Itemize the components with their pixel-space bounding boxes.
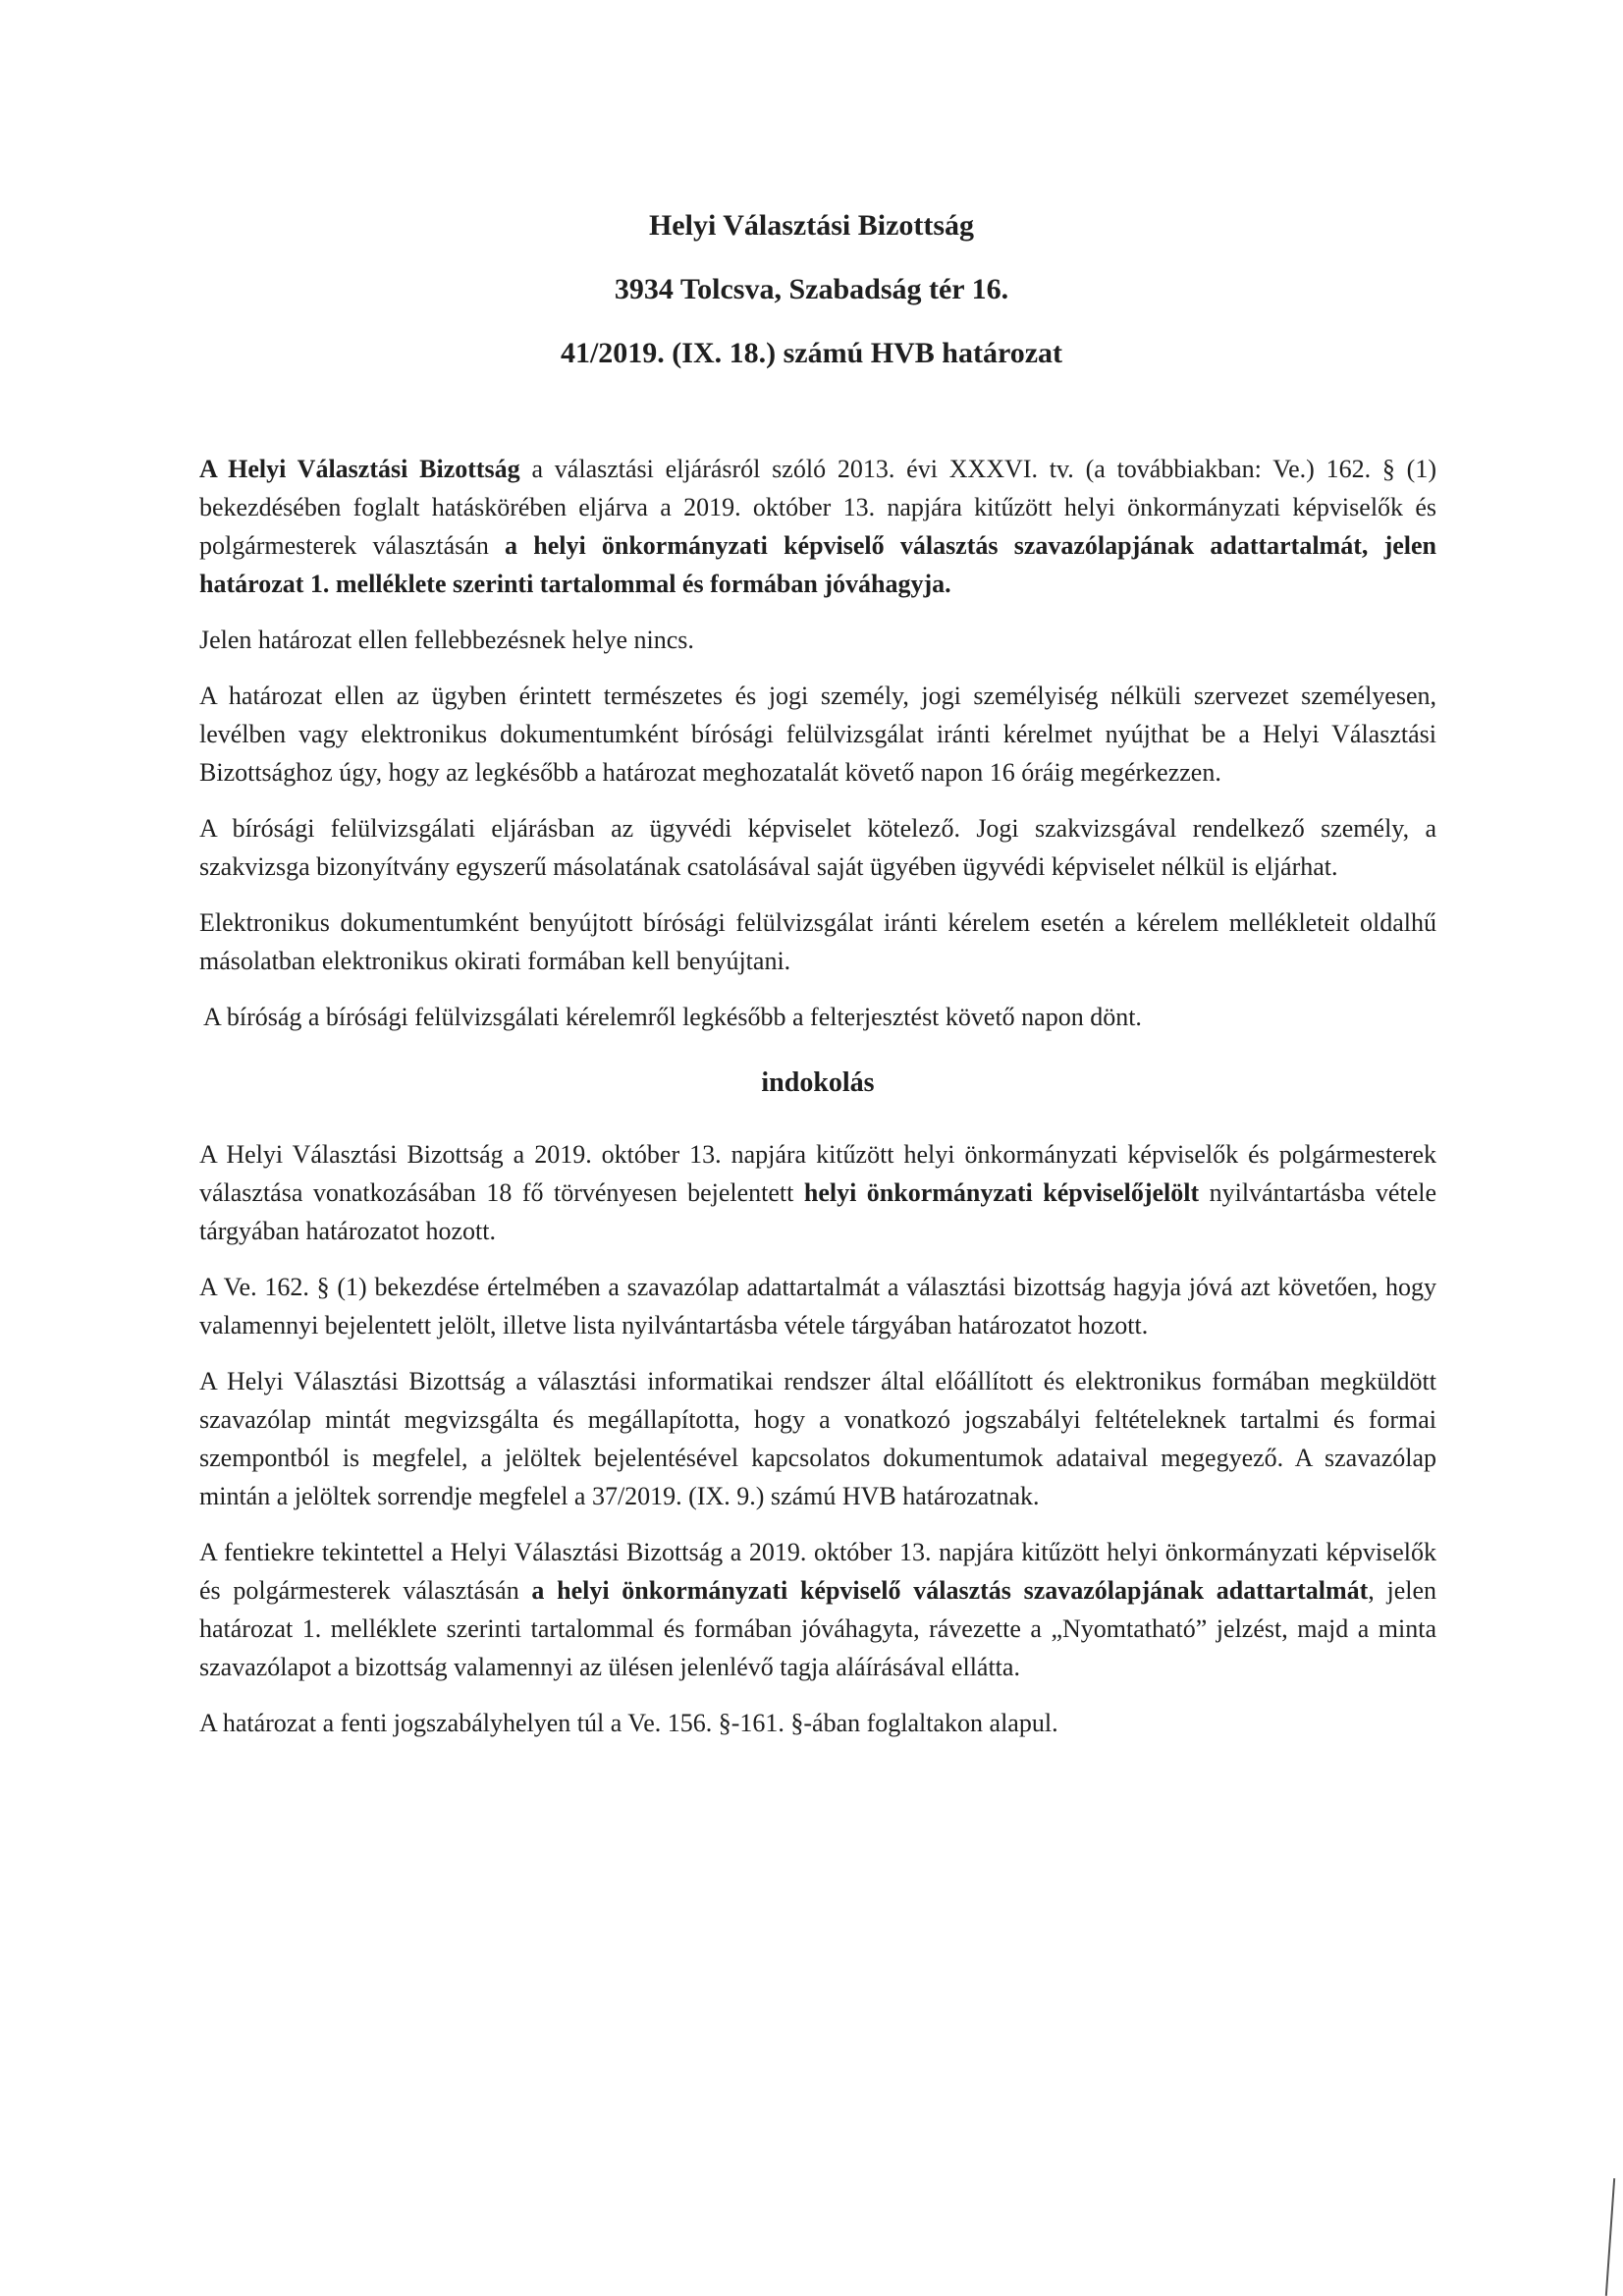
- bold-text: a helyi önkormányzati képviselő választás szavazólapjának adattartalmát, jelen határozat 1. melléklete szerinti tartalommal és formában jóváhagyja.: [199, 531, 1436, 598]
- scan-edge-mark: [1605, 2178, 1615, 2296]
- legal-basis-paragraph: A határozat a fenti jogszabályhelyen túl a Ve. 156. §-161. §-ában foglaltakon alapul.: [199, 1709, 1058, 1737]
- committee-address: 3934 Tolcsva, Szabadság tér 16.: [614, 273, 1009, 305]
- text-run: nyilvántartásba vétele tárgyában határozatot hozott.: [199, 1178, 1436, 1245]
- reasoning-paragraph-2: A Ve. 162. § (1) bekezdése értelmében a szavazólap adattartalmát a választási bizottság hagyja jóvá azt követően, hogy valamennyi bejelentett jelölt, illetve lista nyilvántartásba vétele tárgyában határozatot hozott.: [199, 1273, 1436, 1339]
- committee-name: Helyi Választási Bizottság: [648, 209, 975, 242]
- reasoning-paragraph-4: [199, 1533, 1436, 1686]
- appeal-paragraph: Jelen határozat ellen fellebbezésnek helye nincs.: [199, 626, 694, 654]
- representation-paragraph: A bírósági felülvizsgálati eljárásban az ügyvédi képviselet kötelező. Jogi szakvizsgával rendelkező személy, a szakvizsga bizonyítvány egyszerű másolatának csatolásával saját ügyében ügyvédi képviselet nélkül is eljárhat.: [199, 814, 1436, 881]
- court-decision-paragraph: A bíróság a bírósági felülvizsgálati kérelemről legkésőbb a felterjesztést követő napon dönt.: [203, 1003, 1142, 1031]
- text-run: a választási eljárásról szóló 2013. évi XXXVI. tv. (a továbbiakban: Ve.) 162. § (1) bekezdésében foglalt hatáskörében eljárva a 2019. október 13. napjára kitűzött helyi önkormányzati képviselők és polgármesterek választásán: [199, 455, 1436, 560]
- section-title: indokolás: [761, 1067, 875, 1098]
- text-run: A Helyi Választási Bizottság a 2019. október 13. napjára kitűzött helyi önkormányzati képviselők és polgármesterek választása vonatkozásában 18 fő törvényesen bejelentett: [199, 1140, 1436, 1207]
- reasoning-paragraph-1: [199, 1135, 1436, 1250]
- resolution-paragraph: [199, 450, 1436, 603]
- electronic-submission-paragraph: Elektronikus dokumentumként benyújtott bírósági felülvizsgálat iránti kérelem esetén a kérelem mellékleteit oldalhű másolatban elektronikus okirati formában kell benyújtani.: [199, 908, 1436, 975]
- bold-text: helyi önkormányzati képviselőjelölt: [803, 1178, 1200, 1207]
- bold-text: a helyi önkormányzati képviselő választás szavazólapjának adattartalmát: [531, 1576, 1369, 1605]
- text-run: A fentiekre tekintettel a Helyi Választási Bizottság a 2019. október 13. napjára kitűzött helyi önkormányzati képviselők és polgármesterek választásán: [199, 1538, 1436, 1605]
- text-run: , jelen határozat 1. melléklete szerinti tartalommal és formában jóváhagyta, rávezette a „Nyomtatható” jelzést, majd a minta szavazólapot a bizottság valamennyi az ülésen jelenlévő tagja aláírásával ellátta.: [199, 1576, 1437, 1681]
- document-body: [199, 450, 1436, 1760]
- reasoning-paragraph-3: A Helyi Választási Bizottság a választási informatikai rendszer által előállított és elektronikus formában megküldött szavazólap mintát megvizsgálta és megállapította, hogy a vonatkozó jogszabályi feltételeknek tartalmi és formai szempontból is megfelel, a jelöltek bejelentésével kapcsolatos dokumentumok adataival megegyező. A szavazólap mintán a jelöltek sorrendje megfelel a 37/2019. (IX. 9.) számú HVB határozatnak.: [199, 1367, 1436, 1510]
- decision-title: 41/2019. (IX. 18.) számú HVB határozat: [560, 337, 1063, 369]
- review-paragraph: A határozat ellen az ügyben érintett természetes és jogi személy, jogi személyiség nélküli szervezet személyesen, levélben vagy elektronikus dokumentumként bírósági felülvizsgálat iránti kérelmet nyújthat be a Helyi Választási Bizottsághoz úgy, hogy az legkésőbb a határozat meghozatalát követő napon 16 óráig megérkezzen.: [199, 682, 1436, 787]
- bold-text: A Helyi Választási Bizottság: [199, 455, 520, 483]
